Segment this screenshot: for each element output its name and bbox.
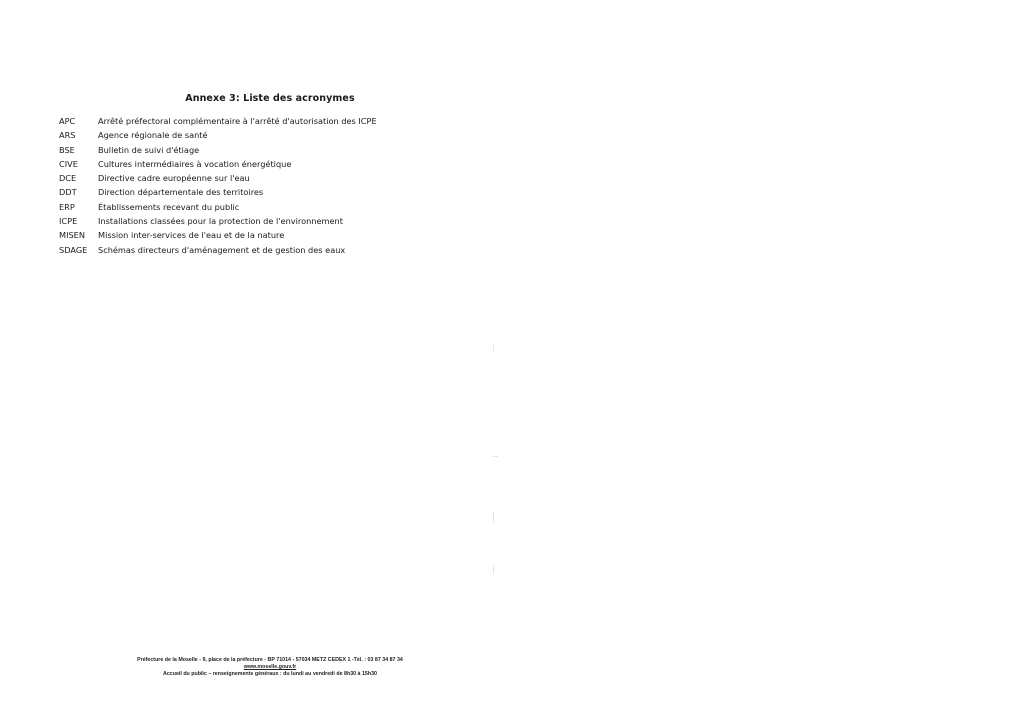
acronym-row [59, 171, 377, 185]
acronym-code: MISEN [59, 230, 85, 241]
acronym-row [59, 128, 377, 142]
acronym-code: ARS [59, 130, 76, 141]
acronym-definition: Établissements recevant du public [98, 201, 240, 212]
acronym-code: CIVE [59, 158, 78, 169]
acronym-row [59, 143, 377, 157]
acronym-definition: Arrêté préfectoral complémentaire à l'arrêté d'autorisation des ICPE [98, 116, 377, 126]
acronym-row [59, 243, 377, 257]
page-title: Annexe 3: Liste des acronymes [185, 93, 355, 104]
scan-artifact [493, 566, 494, 574]
acronym-definition: Agence régionale de santé [98, 130, 208, 141]
acronym-row [59, 214, 377, 228]
acronym-row [59, 228, 377, 242]
page-footer [60, 657, 480, 679]
acronym-list [59, 114, 377, 257]
acronym-code: APC [59, 116, 76, 126]
scan-artifact [493, 345, 494, 353]
footer-address: Préfecture de la Moselle - 9, place de la préfecture - BP 71014 - 57034 METZ CEDEX 1 -Tél. : 03 87 34 87 34 [137, 657, 403, 663]
acronym-code: BSE [59, 144, 75, 155]
acronym-row [59, 157, 377, 171]
acronym-code: SDAGE [59, 244, 88, 255]
acronym-definition: Cultures intermédiaires à vocation énergétique [98, 158, 292, 169]
footer-hours: Accueil du public – renseignements généraux : du lundi au vendredi de 8h30 à 15h30 [163, 671, 377, 678]
acronym-row [59, 200, 377, 214]
acronym-row [59, 185, 377, 199]
acronym-code: DCE [59, 173, 77, 184]
footer-website-link[interactable]: www.moselle.gouv.fr [243, 664, 297, 671]
acronym-definition: Bulletin de suivi d'étiage [98, 144, 200, 155]
acronym-code: DDT [59, 187, 77, 198]
acronym-definition: Mission inter-services de l'eau et de la nature [98, 230, 285, 241]
acronym-definition: Directive cadre européenne sur l'eau [98, 173, 250, 184]
scan-artifact [493, 456, 498, 457]
acronym-code: ICPE [59, 216, 78, 227]
acronym-code: ERP [59, 201, 75, 212]
acronym-row [59, 114, 377, 128]
acronym-definition: Installations classées pour la protection de l'environnement [98, 216, 343, 227]
scan-artifact [493, 512, 494, 522]
acronym-definition: Direction départementale des territoires [98, 187, 264, 198]
acronym-definition: Schémas directeurs d'aménagement et de gestion des eaux [98, 244, 346, 255]
